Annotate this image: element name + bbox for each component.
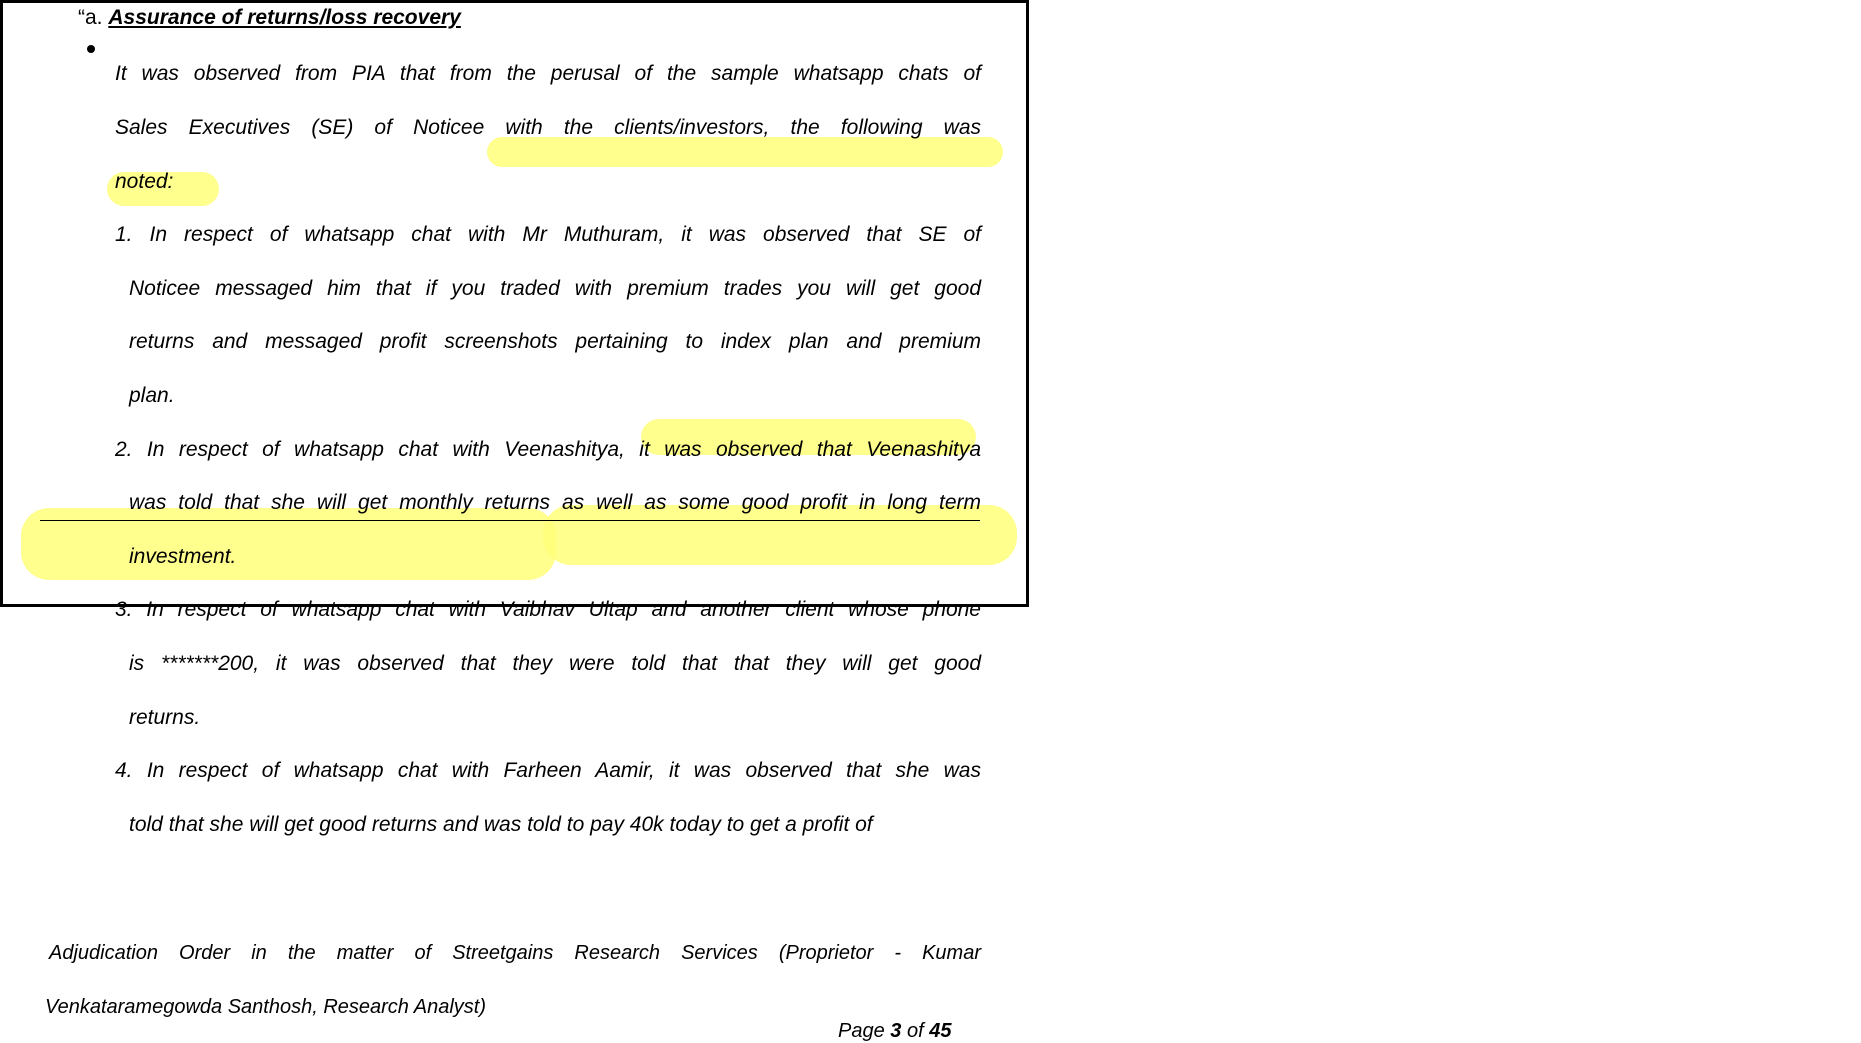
- list-item-line: Noticee messaged him that if you traded with premium trades you will get good: [129, 277, 981, 300]
- page-of: of: [906, 1020, 924, 1042]
- intro-line: It was observed from PIA that from the perusal of the sample whatsapp chats of: [115, 62, 981, 85]
- list-item-line: 4. In respect of whatsapp chat with Farheen Aamir, it was observed that she was: [115, 759, 981, 782]
- list-item-line: investment.: [129, 545, 237, 568]
- list-item-line: 1. In respect of whatsapp chat with Mr Muthuram, it was observed that SE of: [115, 223, 981, 246]
- footer-divider: [40, 520, 980, 521]
- list-item-line: returns and messaged profit screenshots pertaining to index plan and premium: [129, 330, 981, 353]
- highlight-mark: [487, 137, 1003, 167]
- page-total: 45: [929, 1020, 952, 1042]
- list-item-line: plan.: [129, 384, 175, 407]
- heading-prefix: “a.: [78, 6, 103, 29]
- intro-line: Sales Executives (SE) of Noticee with the clients/investors, the following was: [115, 116, 981, 139]
- list-item-line: returns.: [129, 706, 201, 729]
- footer-title-line: Adjudication Order in the matter of Streetgains Research Services (Proprietor - Kumar: [49, 942, 981, 964]
- list-item-line: told that she will get good returns and was told to pay 40k today to get a profit of: [129, 813, 873, 836]
- list-item-line: was told that she will get monthly returns as well as some good profit in long term: [129, 491, 981, 514]
- section-heading: [78, 5, 1101, 31]
- page-number: [838, 1019, 1861, 1043]
- list-item-line: is *******200, it was observed that they were told that that they will get good: [129, 652, 981, 675]
- page-label: Page: [838, 1020, 885, 1042]
- list-item-line: 3. In respect of whatsapp chat with Vaibhav Ultap and another client whose phone: [115, 598, 981, 621]
- intro-line: noted:: [115, 170, 174, 193]
- list-item-line: 2. In respect of whatsapp chat with Veenashitya, it was observed that Veenashitya: [115, 438, 981, 461]
- heading-title: Assurance of returns/loss recovery: [108, 6, 461, 29]
- bullet-icon: [87, 45, 95, 53]
- page-current: 3: [890, 1020, 902, 1042]
- footer-title-line: Venkataramegowda Santhosh, Research Analyst): [45, 996, 486, 1018]
